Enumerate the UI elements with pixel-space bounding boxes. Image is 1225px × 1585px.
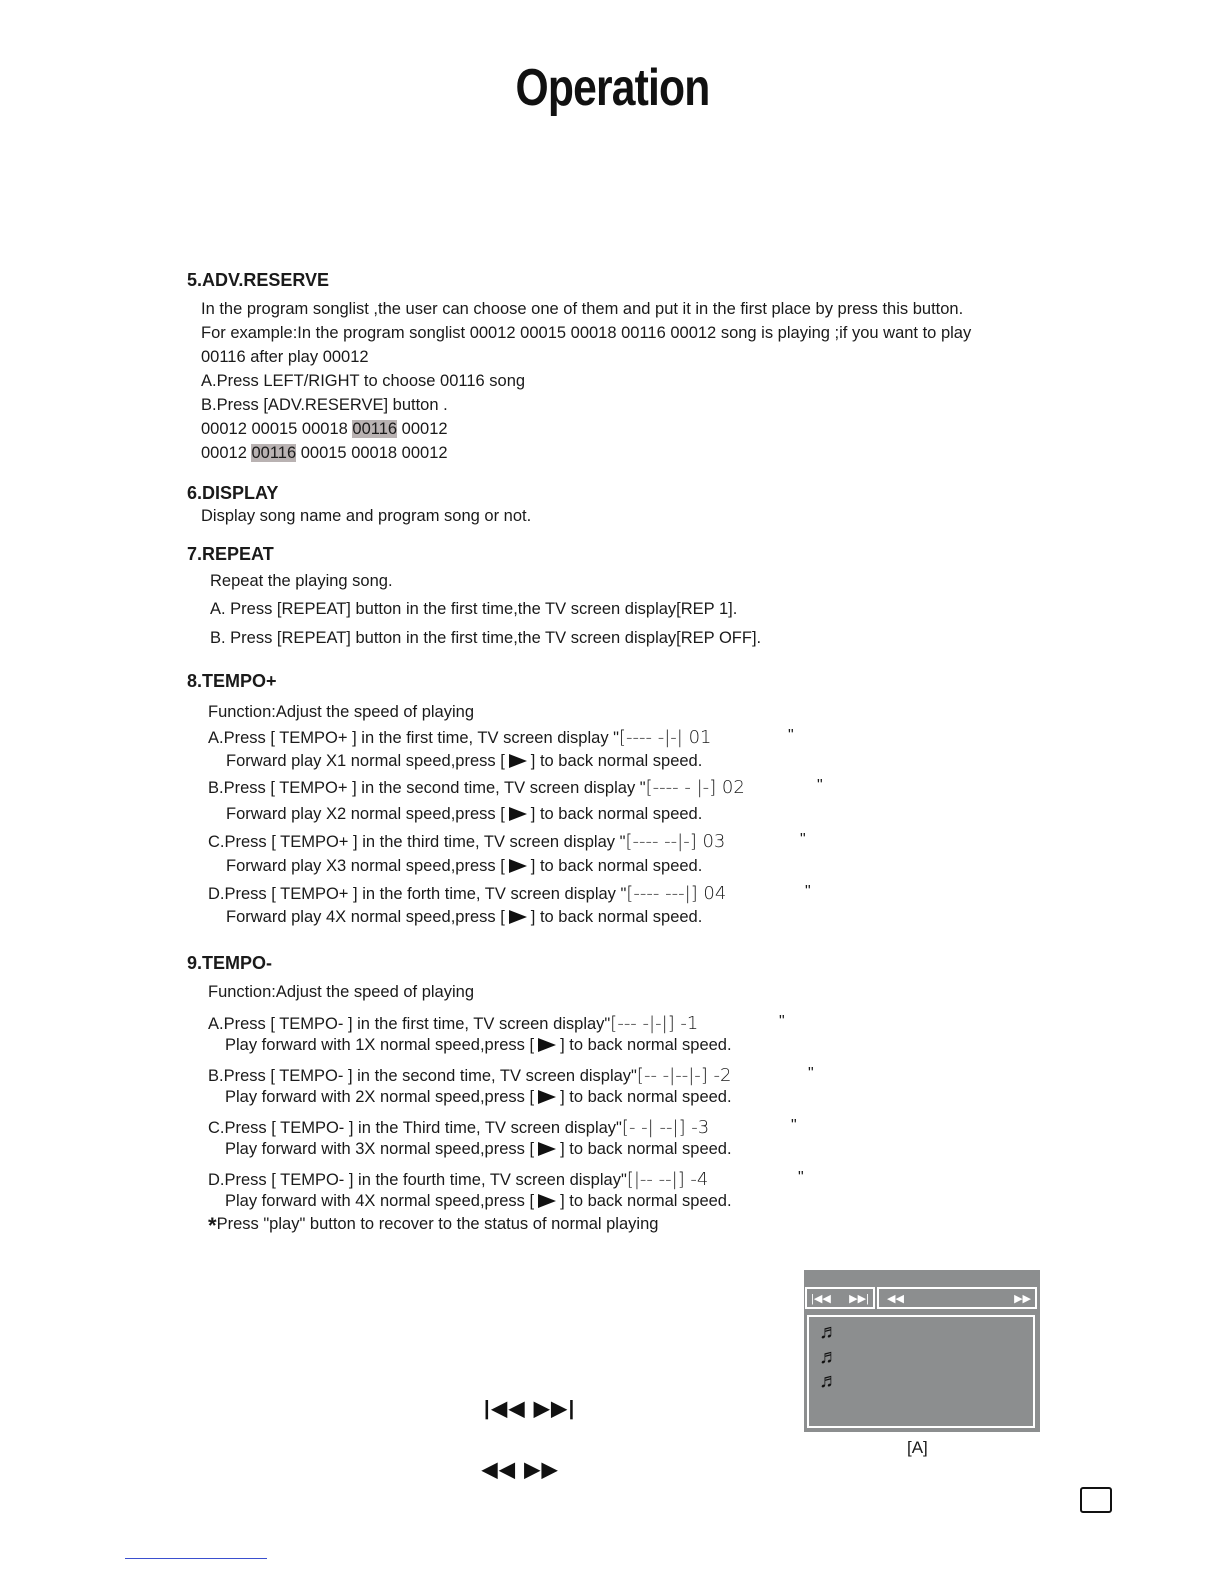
song-codes: 00015 00018 00012: [296, 444, 448, 462]
closing-quote: ": [798, 1169, 804, 1186]
section-heading-display: 6.DISPLAY: [187, 483, 279, 503]
step-b: B. Press [REPEAT] button in the first time,the TV screen display[REP OFF].: [210, 629, 762, 647]
note-text: Press "play" button to recover to the status of normal playing: [216, 1215, 659, 1233]
songlist-after: [201, 444, 448, 463]
tempo-minus-step-a: [208, 1013, 698, 1034]
note-text: ] to back normal speed.: [560, 1036, 732, 1054]
note-text: Forward play 4X normal speed,press [: [226, 908, 505, 926]
song-codes: 00012: [397, 420, 448, 438]
note-text: ] to back normal speed.: [530, 908, 703, 926]
section-heading-tempo-plus: 8.TEMPO+: [187, 671, 277, 691]
step-text: C.Press [ TEMPO+ ] in the third time, TV screen display ": [208, 833, 626, 851]
step-text: D.Press [ TEMPO+ ] in the forth time, TV screen display ": [208, 885, 627, 903]
note-text: ] to back normal speed.: [530, 805, 703, 823]
step-text: C.Press [ TEMPO- ] in the Third time, TV screen display": [208, 1119, 622, 1137]
prev-next-icons: |◀◀ ▶▶|: [811, 1293, 869, 1305]
note-text: Forward play X1 normal speed,press [: [226, 752, 505, 770]
page-title: Operation: [515, 59, 710, 117]
note-text: Play forward with 3X normal speed,press [: [225, 1140, 535, 1158]
song-codes: 00012 00015 00018: [201, 420, 353, 438]
tempo-plus-step-a-note: [226, 752, 702, 771]
function-line: Function:Adjust the speed of playing: [208, 703, 475, 721]
song-codes: 00012: [201, 444, 252, 462]
tempo-plus-step-a: [208, 727, 712, 748]
play-icon: [538, 1090, 556, 1104]
tempo-minus-step-c-note: [225, 1140, 732, 1159]
rewind-forward-bar: [877, 1287, 1037, 1309]
step-text: B.Press [ TEMPO- ] in the second time, TV screen display": [208, 1067, 637, 1085]
paragraph-line: Display song name and program song or not.: [201, 507, 532, 525]
play-icon: [509, 910, 527, 924]
closing-quote: ": [791, 1117, 797, 1134]
paragraph-line: 00116 after play 00012: [201, 348, 369, 366]
note-text: ] to back normal speed.: [560, 1088, 732, 1106]
tv-display-readout: [---- --|-] 03: [625, 831, 726, 852]
fast-forward-icon: ▶▶: [1014, 1293, 1031, 1305]
step-text: B.Press [ TEMPO+ ] in the second time, TV screen display ": [208, 779, 646, 797]
play-icon: [509, 807, 527, 821]
tv-display-readout: [- -| --|] -3: [621, 1117, 710, 1138]
closing-quote: ": [800, 831, 806, 848]
tv-screen-figure: [804, 1270, 1040, 1432]
tv-display-readout: [---- ---|] 04: [626, 883, 727, 904]
music-note-icon: ♬: [819, 1346, 839, 1368]
section-heading-adv-reserve: 5.ADV.RESERVE: [187, 270, 330, 290]
note-text: ] to back normal speed.: [560, 1140, 732, 1158]
closing-quote: ": [788, 727, 794, 744]
tv-display-readout: [|-- --|] -4: [626, 1169, 709, 1190]
tempo-minus-step-d: [208, 1169, 708, 1190]
section-heading-repeat: 7.REPEAT: [187, 544, 274, 564]
skip-icons: |◀◀ ▶▶|: [484, 1398, 577, 1420]
tv-display-readout: [---- -|-| 01: [619, 727, 712, 748]
music-note-icon: ♬: [819, 1321, 839, 1343]
paragraph-line: For example:In the program songlist 00012 00015 00018 00116 00012 song is playing ;if you want to play: [201, 324, 972, 342]
step-a: A. Press [REPEAT] button in the first time,the TV screen display[REP 1].: [210, 600, 738, 618]
note-text: ] to back normal speed.: [560, 1192, 732, 1210]
note-text: ] to back normal speed.: [530, 752, 703, 770]
music-note-icon: ♬: [819, 1370, 839, 1392]
tempo-plus-step-b-note: [226, 805, 702, 824]
note-text: ] to back normal speed.: [530, 857, 703, 875]
prev-next-track-bar: [805, 1287, 875, 1309]
note-text: Forward play X3 normal speed,press [: [226, 857, 505, 875]
paragraph-line: In the program songlist ,the user can choose one of them and put it in the first place by press this button.: [201, 300, 964, 318]
play-icon: [538, 1194, 556, 1208]
play-icon: [509, 859, 527, 873]
tempo-plus-step-c-note: [226, 857, 702, 876]
recover-note: [208, 1213, 658, 1239]
step-text: A.Press [ TEMPO+ ] in the first time, TV screen display ": [208, 729, 620, 747]
step-text: A.Press [ TEMPO- ] in the first time, TV screen display": [208, 1015, 611, 1033]
step-b: B.Press [ADV.RESERVE] button .: [201, 396, 448, 414]
rewind-icon: ◀◀: [887, 1293, 904, 1305]
tempo-minus-step-b: [208, 1065, 731, 1086]
closing-quote: ": [808, 1065, 814, 1082]
step-text: D.Press [ TEMPO- ] in the fourth time, TV screen display": [208, 1171, 627, 1189]
tv-display-readout: [-- -|--|-] -2: [636, 1065, 732, 1086]
step-a: A.Press LEFT/RIGHT to choose 00116 song: [201, 372, 526, 390]
tv-display-readout: [--- -|-|] -1: [610, 1013, 699, 1034]
tempo-minus-step-a-note: [225, 1036, 732, 1055]
songlist-before: [201, 420, 448, 439]
tempo-plus-step-d-note: [226, 908, 702, 927]
tempo-plus-step-d: [208, 883, 726, 904]
closing-quote: ": [779, 1013, 785, 1030]
tempo-plus-step-b: [208, 777, 745, 798]
seek-icons: ◀◀ ▶▶: [482, 1459, 560, 1481]
asterisk-icon: *: [208, 1213, 217, 1238]
highlighted-song: 00116: [352, 420, 398, 438]
tempo-minus-step-c: [208, 1117, 709, 1138]
note-text: Play forward with 1X normal speed,press [: [225, 1036, 535, 1054]
tempo-minus-step-b-note: [225, 1088, 732, 1107]
paragraph-line: Repeat the playing song.: [210, 572, 393, 590]
closing-quote: ": [817, 777, 823, 794]
tv-display-readout: [---- - |-] 02: [645, 777, 745, 798]
play-icon: [538, 1142, 556, 1156]
highlighted-song: 00116: [251, 444, 297, 462]
play-icon: [538, 1038, 556, 1052]
note-text: Play forward with 4X normal speed,press [: [225, 1192, 535, 1210]
note-text: Play forward with 2X normal speed,press [: [225, 1088, 535, 1106]
tempo-minus-step-d-note: [225, 1192, 732, 1211]
figure-caption: [A]: [907, 1438, 928, 1457]
closing-quote: ": [805, 883, 811, 900]
note-text: Forward play X2 normal speed,press [: [226, 805, 505, 823]
section-heading-tempo-minus: 9.TEMPO-: [187, 953, 273, 973]
function-line: Function:Adjust the speed of playing: [208, 983, 475, 1001]
play-icon: [509, 754, 527, 768]
footer-link-line: [125, 1558, 267, 1559]
program-song-list: [807, 1315, 1035, 1428]
tempo-plus-step-c: [208, 831, 725, 852]
page-number-box: [1080, 1487, 1112, 1513]
